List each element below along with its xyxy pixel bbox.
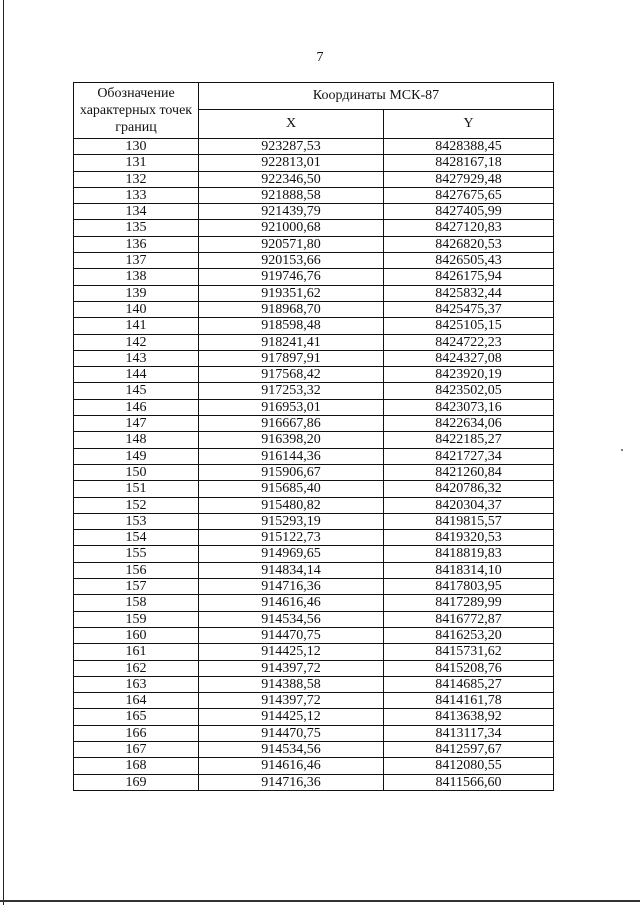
table-row: [74, 774, 554, 790]
y-coordinate-cell: 8423920,19: [384, 367, 554, 383]
page-number: 7: [316, 50, 324, 65]
table-row: [74, 627, 554, 643]
point-number-cell: 146: [74, 399, 199, 415]
x-coordinate-cell: 916398,20: [199, 432, 384, 448]
x-coordinate-cell: 918598,48: [199, 318, 384, 334]
scan-speck: [621, 449, 623, 451]
table-row: [74, 155, 554, 171]
table-row: [74, 741, 554, 757]
table-row: [74, 399, 554, 415]
y-coordinate-cell: 8427405,99: [384, 204, 554, 220]
x-coordinate-cell: 914470,75: [199, 627, 384, 643]
table-row: [74, 367, 554, 383]
x-coordinate-cell: 914534,56: [199, 741, 384, 757]
table-row: [74, 693, 554, 709]
y-coordinate-cell: 8420786,32: [384, 481, 554, 497]
table-row: [74, 758, 554, 774]
y-coordinate-cell: 8424722,23: [384, 334, 554, 350]
point-number-cell: 130: [74, 139, 199, 155]
table-row: [74, 432, 554, 448]
point-number-cell: 164: [74, 693, 199, 709]
x-coordinate-cell: 918968,70: [199, 301, 384, 317]
header-coordinates: Координаты МСК-87: [199, 83, 554, 110]
x-coordinate-cell: 918241,41: [199, 334, 384, 350]
point-number-cell: 140: [74, 301, 199, 317]
table-row: [74, 318, 554, 334]
point-number-cell: 132: [74, 171, 199, 187]
point-number-cell: 145: [74, 383, 199, 399]
x-coordinate-cell: 921439,79: [199, 204, 384, 220]
point-number-cell: 159: [74, 611, 199, 627]
x-coordinate-cell: 919351,62: [199, 285, 384, 301]
x-coordinate-cell: 920571,80: [199, 236, 384, 252]
point-number-cell: 143: [74, 350, 199, 366]
x-coordinate-cell: 921888,58: [199, 187, 384, 203]
x-coordinate-cell: 914616,46: [199, 758, 384, 774]
point-number-cell: 147: [74, 416, 199, 432]
y-coordinate-cell: 8421260,84: [384, 464, 554, 480]
point-number-cell: 169: [74, 774, 199, 790]
point-number-cell: 165: [74, 709, 199, 725]
point-number-cell: 133: [74, 187, 199, 203]
x-coordinate-cell: 923287,53: [199, 139, 384, 155]
table-row: [74, 464, 554, 480]
point-number-cell: 152: [74, 497, 199, 513]
point-number-cell: 166: [74, 725, 199, 741]
y-coordinate-cell: 8428167,18: [384, 155, 554, 171]
point-number-cell: 158: [74, 595, 199, 611]
x-coordinate-cell: 922813,01: [199, 155, 384, 171]
point-number-cell: 160: [74, 627, 199, 643]
x-coordinate-cell: 914616,46: [199, 595, 384, 611]
y-coordinate-cell: 8424327,08: [384, 350, 554, 366]
y-coordinate-cell: 8412080,55: [384, 758, 554, 774]
x-coordinate-cell: 916953,01: [199, 399, 384, 415]
x-coordinate-cell: 919746,76: [199, 269, 384, 285]
point-number-cell: 154: [74, 530, 199, 546]
point-number-cell: 144: [74, 367, 199, 383]
coordinates-table: [73, 82, 554, 791]
point-number-cell: 163: [74, 676, 199, 692]
y-coordinate-cell: 8425105,15: [384, 318, 554, 334]
point-number-cell: 136: [74, 236, 199, 252]
x-coordinate-cell: 914534,56: [199, 611, 384, 627]
point-number-cell: 156: [74, 562, 199, 578]
table-row: [74, 513, 554, 529]
table-row: [74, 644, 554, 660]
x-coordinate-cell: 916144,36: [199, 448, 384, 464]
y-coordinate-cell: 8422634,06: [384, 416, 554, 432]
x-coordinate-cell: 917253,32: [199, 383, 384, 399]
x-coordinate-cell: 914834,14: [199, 562, 384, 578]
y-coordinate-cell: 8416772,87: [384, 611, 554, 627]
scan-edge-bottom: [0, 900, 640, 902]
y-coordinate-cell: 8422185,27: [384, 432, 554, 448]
x-coordinate-cell: 914397,72: [199, 693, 384, 709]
y-coordinate-cell: 8426820,53: [384, 236, 554, 252]
y-coordinate-cell: 8419815,57: [384, 513, 554, 529]
point-number-cell: 151: [74, 481, 199, 497]
x-coordinate-cell: 914716,36: [199, 774, 384, 790]
header-y: Y: [384, 109, 554, 138]
x-coordinate-cell: 915122,73: [199, 530, 384, 546]
table-row: [74, 139, 554, 155]
header-x: X: [199, 109, 384, 138]
y-coordinate-cell: 8428388,45: [384, 139, 554, 155]
point-number-cell: 134: [74, 204, 199, 220]
y-coordinate-cell: 8427120,83: [384, 220, 554, 236]
table-row: [74, 530, 554, 546]
table-row: [74, 497, 554, 513]
point-number-cell: 139: [74, 285, 199, 301]
y-coordinate-cell: 8412597,67: [384, 741, 554, 757]
table-row: [74, 725, 554, 741]
table-row: [74, 595, 554, 611]
y-coordinate-cell: 8414685,27: [384, 676, 554, 692]
y-coordinate-cell: 8423073,16: [384, 399, 554, 415]
table-body: [74, 139, 554, 791]
table-row: [74, 236, 554, 252]
point-number-cell: 157: [74, 579, 199, 595]
table-row: [74, 204, 554, 220]
table-row: [74, 660, 554, 676]
y-coordinate-cell: 8426175,94: [384, 269, 554, 285]
table-row: [74, 187, 554, 203]
y-coordinate-cell: 8415208,76: [384, 660, 554, 676]
y-coordinate-cell: 8420304,37: [384, 497, 554, 513]
point-number-cell: 138: [74, 269, 199, 285]
y-coordinate-cell: 8426505,43: [384, 253, 554, 269]
table-row: [74, 269, 554, 285]
y-coordinate-cell: 8411566,60: [384, 774, 554, 790]
y-coordinate-cell: 8421727,34: [384, 448, 554, 464]
x-coordinate-cell: 922346,50: [199, 171, 384, 187]
header-designation: Обозначение характерных точек границ: [74, 83, 199, 139]
point-number-cell: 153: [74, 513, 199, 529]
table-row: [74, 676, 554, 692]
table-row: [74, 285, 554, 301]
x-coordinate-cell: 921000,68: [199, 220, 384, 236]
x-coordinate-cell: 914969,65: [199, 546, 384, 562]
x-coordinate-cell: 914470,75: [199, 725, 384, 741]
table-row: [74, 416, 554, 432]
point-number-cell: 142: [74, 334, 199, 350]
x-coordinate-cell: 915293,19: [199, 513, 384, 529]
y-coordinate-cell: 8417289,99: [384, 595, 554, 611]
point-number-cell: 135: [74, 220, 199, 236]
y-coordinate-cell: 8417803,95: [384, 579, 554, 595]
point-number-cell: 141: [74, 318, 199, 334]
y-coordinate-cell: 8413638,92: [384, 709, 554, 725]
table-row: [74, 611, 554, 627]
x-coordinate-cell: 914425,12: [199, 709, 384, 725]
y-coordinate-cell: 8419320,53: [384, 530, 554, 546]
point-number-cell: 155: [74, 546, 199, 562]
table-row: [74, 546, 554, 562]
point-number-cell: 162: [74, 660, 199, 676]
x-coordinate-cell: 915906,67: [199, 464, 384, 480]
x-coordinate-cell: 915480,82: [199, 497, 384, 513]
x-coordinate-cell: 915685,40: [199, 481, 384, 497]
point-number-cell: 168: [74, 758, 199, 774]
y-coordinate-cell: 8427929,48: [384, 171, 554, 187]
y-coordinate-cell: 8418819,83: [384, 546, 554, 562]
y-coordinate-cell: 8427675,65: [384, 187, 554, 203]
table-row: [74, 579, 554, 595]
table-row: [74, 709, 554, 725]
y-coordinate-cell: 8425475,37: [384, 301, 554, 317]
y-coordinate-cell: 8423502,05: [384, 383, 554, 399]
x-coordinate-cell: 916667,86: [199, 416, 384, 432]
point-number-cell: 150: [74, 464, 199, 480]
x-coordinate-cell: 917897,91: [199, 350, 384, 366]
x-coordinate-cell: 914716,36: [199, 579, 384, 595]
y-coordinate-cell: 8418314,10: [384, 562, 554, 578]
scan-edge-left: [3, 0, 4, 905]
y-coordinate-cell: 8415731,62: [384, 644, 554, 660]
table-row: [74, 562, 554, 578]
table-row: [74, 334, 554, 350]
point-number-cell: 149: [74, 448, 199, 464]
x-coordinate-cell: 914388,58: [199, 676, 384, 692]
x-coordinate-cell: 917568,42: [199, 367, 384, 383]
table-row: [74, 171, 554, 187]
x-coordinate-cell: 914397,72: [199, 660, 384, 676]
table-row: [74, 350, 554, 366]
table-row: [74, 481, 554, 497]
table-row: [74, 448, 554, 464]
point-number-cell: 148: [74, 432, 199, 448]
x-coordinate-cell: 914425,12: [199, 644, 384, 660]
point-number-cell: 167: [74, 741, 199, 757]
table-row: [74, 253, 554, 269]
point-number-cell: 137: [74, 253, 199, 269]
y-coordinate-cell: 8416253,20: [384, 627, 554, 643]
x-coordinate-cell: 920153,66: [199, 253, 384, 269]
y-coordinate-cell: 8425832,44: [384, 285, 554, 301]
point-number-cell: 131: [74, 155, 199, 171]
table-row: [74, 220, 554, 236]
table-row: [74, 383, 554, 399]
y-coordinate-cell: 8414161,78: [384, 693, 554, 709]
point-number-cell: 161: [74, 644, 199, 660]
table-row: [74, 301, 554, 317]
y-coordinate-cell: 8413117,34: [384, 725, 554, 741]
